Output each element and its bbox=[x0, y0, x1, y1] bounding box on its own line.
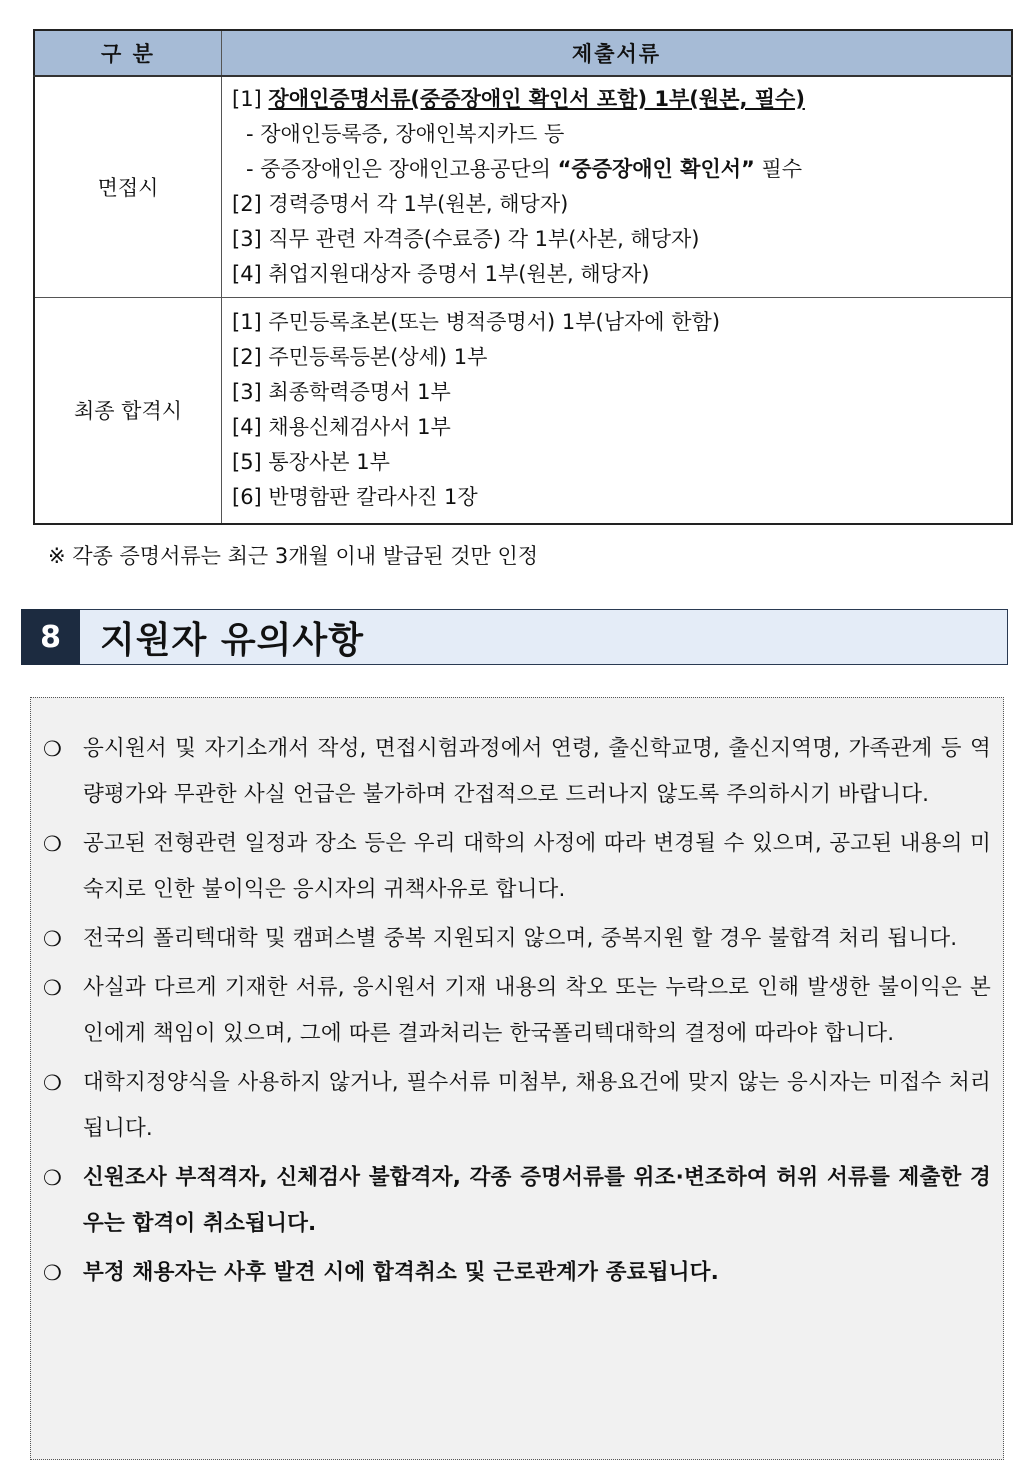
header-category: 구 분 bbox=[34, 30, 222, 76]
circle-bullet-icon: ❍ bbox=[43, 737, 62, 761]
notice-text: 대학지정양식을 사용하지 않거나, 필수서류 미첨부, 채용요건에 맞지 않는 응시자는 미접수 처리됩니다. bbox=[83, 1070, 991, 1141]
section-number: 8 bbox=[21, 609, 80, 665]
table-header-row bbox=[34, 30, 1012, 76]
list-item bbox=[43, 1060, 991, 1152]
notice-text: 부정 채용자는 사후 발견 시에 합격취소 및 근로관계가 종료됩니다. bbox=[83, 1260, 720, 1285]
doc-line: - 장애인등록증, 장애인복지카드 등 bbox=[246, 122, 565, 146]
list-item bbox=[43, 821, 991, 913]
doc-line: [6] 반명함판 칼라사진 1장 bbox=[232, 485, 478, 510]
notice-text: 신원조사 부적격자, 신체검사 불합격자, 각종 증명서류를 위조·변조하여 허위 서류를 제출한 경우는 합격이 취소됩니다. bbox=[83, 1165, 991, 1236]
doc-line: - 중증장애인은 장애인고용공단의 “중증장애인 확인서” 필수 bbox=[246, 157, 803, 181]
circle-bullet-icon: ❍ bbox=[43, 832, 62, 856]
doc-line: [4] 취업지원대상자 증명서 1부(원본, 해당자) bbox=[232, 262, 650, 286]
notice-text: 응시원서 및 자기소개서 작성, 면접시험과정에서 연령, 출신학교명, 출신지역명, 가족관계 등 역량평가와 무관한 사실 언급은 불가하며 간접적으로 드러나지 않도록 주의하시기 바랍니다. bbox=[83, 736, 991, 807]
list-item bbox=[43, 965, 991, 1057]
circle-bullet-icon: ❍ bbox=[43, 1166, 62, 1190]
doc-line: [4] 채용신체검사서 1부 bbox=[232, 415, 451, 440]
notice-box bbox=[30, 697, 1004, 1460]
doc-line: [1] 주민등록초본(또는 병적증명서) 1부(남자에 한함) bbox=[232, 310, 721, 335]
doc-line: [1] 장애인증명서류(중증장애인 확인서 포함) 1부(원본, 필수) bbox=[232, 87, 805, 111]
category-cell: 최종 합격시 bbox=[34, 298, 222, 524]
section-title: 지원자 유의사항 bbox=[80, 609, 1008, 665]
documents-cell bbox=[222, 298, 1013, 524]
list-item bbox=[43, 726, 991, 818]
list-item bbox=[43, 1250, 991, 1296]
doc-line: [3] 최종학력증명서 1부 bbox=[232, 380, 451, 405]
list-item bbox=[43, 916, 991, 962]
section-header bbox=[21, 609, 1008, 665]
doc-line: [5] 통장사본 1부 bbox=[232, 450, 390, 475]
notice-text: 전국의 폴리텍대학 및 캠퍼스별 중복 지원되지 않으며, 중복지원 할 경우 불합격 처리 됩니다. bbox=[83, 926, 958, 951]
documents-cell bbox=[222, 76, 1013, 298]
notice-text: 사실과 다르게 기재한 서류, 응시원서 기재 내용의 착오 또는 누락으로 인해 발생한 불이익은 본인에게 책임이 있으며, 그에 따른 결과처리는 한국폴리텍대학의 결정에 따라야 합니다. bbox=[83, 975, 991, 1046]
validity-note: ※ 각종 증명서류는 최근 3개월 이내 발급된 것만 인정 bbox=[48, 544, 539, 568]
circle-bullet-icon: ❍ bbox=[43, 976, 62, 1000]
documents-table bbox=[33, 29, 1013, 525]
circle-bullet-icon: ❍ bbox=[43, 1071, 62, 1095]
circle-bullet-icon: ❍ bbox=[43, 927, 62, 951]
header-documents: 제출서류 bbox=[222, 30, 1013, 76]
notice-text: 공고된 전형관련 일정과 장소 등은 우리 대학의 사정에 따라 변경될 수 있으며, 공고된 내용의 미숙지로 인한 불이익은 응시자의 귀책사유로 합니다. bbox=[83, 831, 991, 902]
category-cell: 면접시 bbox=[34, 76, 222, 298]
table-row-interview bbox=[34, 76, 1012, 298]
doc-line: [2] 주민등록등본(상세) 1부 bbox=[232, 345, 488, 370]
list-item bbox=[43, 1155, 991, 1247]
doc-line: [3] 직무 관련 자격증(수료증) 각 1부(사본, 해당자) bbox=[232, 227, 700, 251]
table-row-final bbox=[34, 298, 1012, 524]
circle-bullet-icon: ❍ bbox=[43, 1261, 62, 1285]
doc-line: [2] 경력증명서 각 1부(원본, 해당자) bbox=[232, 192, 569, 216]
